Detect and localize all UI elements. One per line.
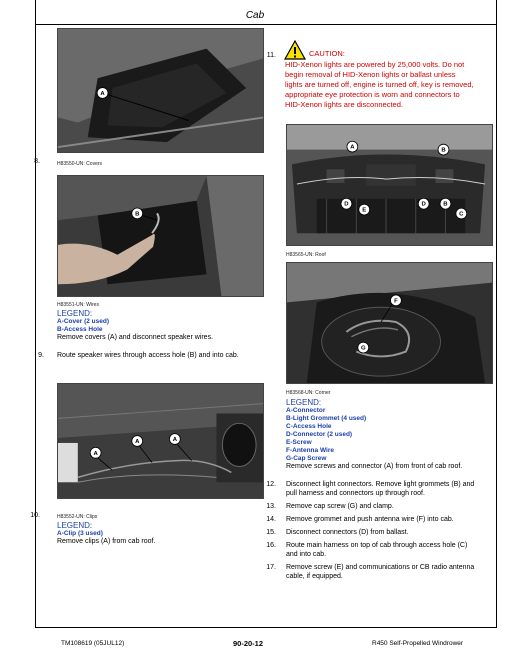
step-number-11: 11. <box>266 52 276 59</box>
legend-item: A-Clip (3 used) <box>57 530 103 537</box>
step-number: 12. <box>266 481 276 488</box>
warning-icon <box>284 40 306 60</box>
legend-title: LEGEND: <box>57 309 93 318</box>
footer-doc-id: TM108619 (05JUL12) <box>61 640 125 647</box>
step-number: 13. <box>266 503 276 510</box>
step-number-9: 9. <box>38 352 44 359</box>
callout-g: G <box>360 345 366 352</box>
legend-item: E-Screw <box>286 439 312 446</box>
callout-d: D <box>421 201 426 208</box>
step-number-10: 10. <box>30 512 40 519</box>
step-text: pull harness and connectors up through roof. <box>286 490 425 497</box>
callout-a: A <box>100 90 105 97</box>
legend-item: B-Access Hole <box>57 326 103 333</box>
warning-line: HID-Xenon lights are powered by 25,000 volts. Do not <box>285 60 465 69</box>
step-number: 14. <box>266 516 276 523</box>
footer-page-number: 90-20-12 <box>233 639 264 648</box>
callout-a: A <box>172 437 178 443</box>
callout-b: B <box>441 147 446 154</box>
step-number: 17. <box>266 564 276 571</box>
legend-item: A-Connector <box>286 407 326 414</box>
photo-roof <box>286 124 493 246</box>
callout-a: A <box>93 450 98 457</box>
step-number-8: 8. <box>34 158 40 165</box>
figure-caption: H83552-UN: Clips <box>57 514 98 520</box>
step-text: Disconnect connectors (D) from ballast. <box>286 529 409 536</box>
callout-c: C <box>459 211 464 218</box>
figure-caption: H83551-UN: Wires <box>57 302 99 308</box>
photo-wires <box>57 175 264 297</box>
header-rule <box>35 24 497 25</box>
legend-title: LEGEND: <box>286 398 322 407</box>
legend-item: A-Cover (2 used) <box>57 318 110 325</box>
step-number: 16. <box>266 542 276 549</box>
legend-item: C-Access Hole <box>286 423 332 430</box>
photo-clips <box>57 383 264 499</box>
warning-line: lights are turned off, engine is turned off, key is removed, <box>285 80 474 89</box>
section-title: Cab <box>245 10 265 21</box>
step-number: 15. <box>266 529 276 536</box>
photo-corner <box>286 262 493 384</box>
step-text: Disconnect light connectors. Remove light grommets (B) and <box>286 481 475 488</box>
photo-covers <box>57 28 264 153</box>
figure-caption: H83568-UN: Corner <box>286 390 331 396</box>
step-text: Remove screw (E) and communications or CB radio antenna <box>286 564 475 571</box>
legend-title: LEGEND: <box>57 521 93 530</box>
figure-caption: H83565-UN: Roof <box>286 252 326 258</box>
callout-a: A <box>135 438 140 445</box>
warning-line: begin removal of HID-Xenon lights or ballast unless <box>285 70 456 79</box>
legend-item: F-Antenna Wire <box>286 447 334 454</box>
callout-f: F <box>394 298 398 305</box>
caution-label: CAUTION: <box>309 49 345 58</box>
step-text: Remove cap screw (G) and clamp. <box>286 503 394 510</box>
step-text: Remove grommet and push antenna wire (F) into cab. <box>286 516 454 523</box>
step-text: Remove clips (A) from cab roof. <box>57 538 156 545</box>
footer-product: R450 Self-Propelled Windrower <box>372 640 464 647</box>
step-text: Remove screws and connector (A) from front of cab roof. <box>286 463 463 470</box>
step-text: Route main harness on top of cab through access hole (C) <box>286 542 468 549</box>
figure-caption: H83550-UN: Covers <box>57 161 103 167</box>
callout-b: B <box>135 211 140 218</box>
callout-a: A <box>350 144 355 151</box>
legend-item: D-Connector (2 used) <box>286 431 353 438</box>
callout-d: D <box>344 201 349 208</box>
callout-b: B <box>443 201 448 208</box>
step-text: cable, if equipped. <box>286 573 343 580</box>
step-text: Route speaker wires through access hole (B) and into cab. <box>57 352 239 359</box>
step-text: Remove covers (A) and disconnect speaker wires. <box>57 334 214 341</box>
callout-e: E <box>362 207 367 214</box>
warning-line: appropriate eye protection is worn and connectors to <box>285 90 460 99</box>
step-text: and into cab. <box>286 551 327 558</box>
warning-line: HID-Xenon lights are disconnected. <box>285 100 403 109</box>
legend-item: B-Light Grommet (4 used) <box>286 415 367 422</box>
legend-item: G-Cap Screw <box>286 455 327 462</box>
